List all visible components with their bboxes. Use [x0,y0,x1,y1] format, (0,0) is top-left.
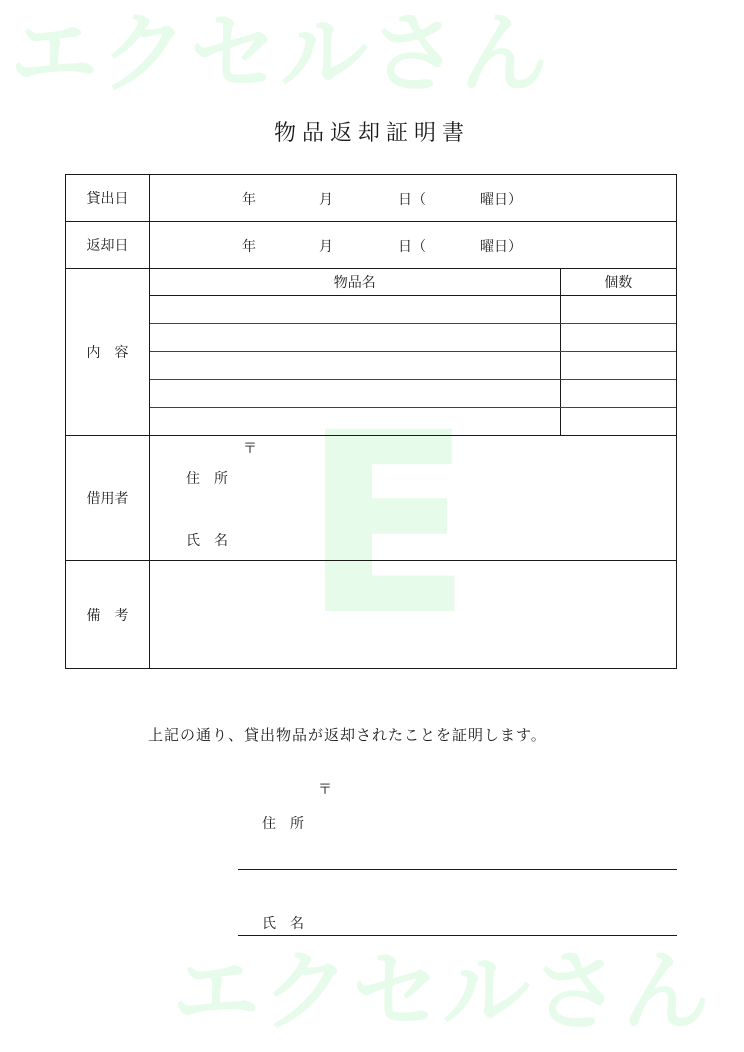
signature-address-label: 住 所 [262,816,304,832]
lend-year-label: 年 [242,192,256,208]
certificate-form [65,174,677,669]
quantity-cell[interactable] [560,408,676,436]
table-row [150,408,676,436]
item-name-cell[interactable] [150,408,560,436]
return-month-label: 月 [319,239,333,255]
borrower-row [66,436,677,561]
borrower-label: 借用者 [66,436,150,561]
borrower-address-label: 住 所 [186,471,228,487]
return-day-label: 日（ [398,239,426,255]
lend-date-label: 貸出日 [66,175,150,222]
signature-postal-mark: 〒 [318,782,332,798]
item-name-cell[interactable] [150,352,560,380]
table-row [150,324,676,352]
contents-table [150,269,676,435]
lend-month-label: 月 [319,192,333,208]
quantity-header: 個数 [560,269,676,296]
contents-label: 内 容 [66,269,150,436]
remarks-row [66,561,677,669]
lend-weekday-label: 曜日） [480,192,522,208]
watermark-center: E [302,379,473,670]
return-date-row [66,222,677,269]
contents-row [66,269,677,436]
signature-name-line[interactable] [238,935,677,936]
remarks-label: 備 考 [66,561,150,669]
contents-header-row [150,269,676,296]
lend-day-label: 日（ [398,192,426,208]
return-weekday-label: 曜日） [480,239,522,255]
watermark-top: エクセルさん [10,2,551,105]
item-name-cell[interactable] [150,324,560,352]
item-name-cell[interactable] [150,296,560,324]
document-title: 物品返却証明書 [273,121,470,146]
watermark-bottom: エクセルさん [172,940,713,1043]
lend-date-field[interactable] [150,175,677,222]
lend-date-row [66,175,677,222]
table-row [150,380,676,408]
borrower-field[interactable] [150,436,677,561]
quantity-cell[interactable] [560,380,676,408]
signature-address-line[interactable] [238,869,677,870]
table-row [150,352,676,380]
return-date-field[interactable] [150,222,677,269]
signature-name-label: 氏 名 [262,916,304,932]
contents-table-cell [150,269,677,436]
quantity-cell[interactable] [560,324,676,352]
remarks-field[interactable] [150,561,677,669]
quantity-cell[interactable] [560,296,676,324]
table-row [150,296,676,324]
return-date-label: 返却日 [66,222,150,269]
item-name-cell[interactable] [150,380,560,408]
return-year-label: 年 [242,239,256,255]
item-name-header: 物品名 [150,269,560,296]
certification-statement: 上記の通り、貸出物品が返却されたことを証明します。 [148,726,547,744]
borrower-postal-mark: 〒 [243,441,257,457]
borrower-name-label: 氏 名 [186,533,228,549]
quantity-cell[interactable] [560,352,676,380]
